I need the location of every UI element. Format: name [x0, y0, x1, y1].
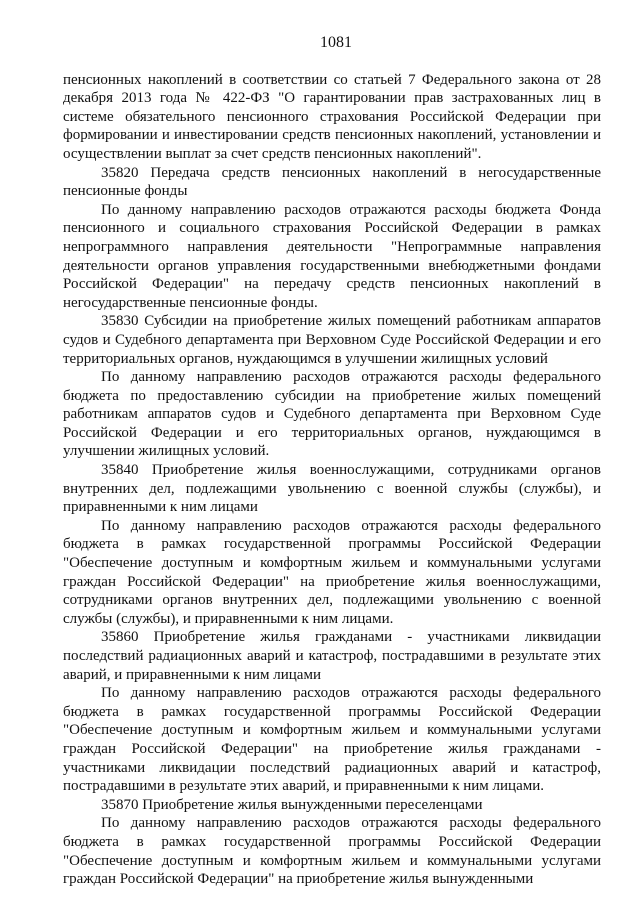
paragraph-continuation: пенсионных накоплений в соответствии со статьей 7 Федерального закона от 28 декабря 2013 года № 422-ФЗ "О гарантировании прав застрахованных лиц в системе обязательного пенсионного страхования Российской Федерации при формировании и инвестировании средств пенсионных накоплений, установлении и осуществлении выплат за счет средств пенсионных накоплений". [63, 71, 601, 162]
section-heading-35870: 35870 Приобретение жилья вынужденными переселенцами [101, 796, 483, 813]
section-heading-35840: 35840 Приобретение жилья военнослужащими, сотрудниками органов внутренних дел, подлежащими увольнению с военной службы (службы), и приравненными к ним лицами [63, 462, 601, 516]
page-number: 1081 [320, 34, 352, 51]
paragraph-35820-description: По данному направлению расходов отражаются расходы бюджета Фонда пенсионного и социального страхования Российской Федерации в рамках непрограммного направления деятельности "Непрограммные направления деятельности органов управления государственными внебюджетными фондами Российской Федерации" на передачу средств пенсионных накоплений в негосударственные пенсионные фонды. [63, 201, 601, 311]
document-page [63, 34, 601, 889]
paragraph-35870-description: По данному направлению расходов отражаются расходы федерального бюджета в рамках государственной программы Российской Федерации "Обеспечение доступным и комфортным жильем и коммунальными услугами граждан Российской Федерации" на приобретение жилья вынужденными [63, 815, 601, 888]
section-heading-35860: 35860 Приобретение жилья гражданами - участниками ликвидации последствий радиационных аварий и катастроф, пострадавшими в результате этих аварий, и приравненными к ним лицами [63, 629, 601, 683]
paragraph-35840-description: По данному направлению расходов отражаются расходы федерального бюджета в рамках государственной программы Российской Федерации "Обеспечение доступным и комфортным жильем и коммунальными услугами граждан Российской Федерации" на приобретение жилья военнослужащими, сотрудниками органов внутренних дел, подлежащими увольнению с военной службы (службы), и приравненными к ним лицами. [63, 517, 601, 627]
section-heading-35830: 35830 Субсидии на приобретение жилых помещений работникам аппаратов судов и Судебного департамента при Верховном Суде Российской Федерации и его территориальных органов, нуждающимся в улучшении жилищных условий [63, 313, 601, 367]
section-heading-35820: 35820 Передача средств пенсионных накоплений в негосударственные пенсионные фонды [63, 164, 601, 200]
paragraph-35860-description: По данному направлению расходов отражаются расходы федерального бюджета в рамках государственной программы Российской Федерации "Обеспечение доступным и комфортным жильем и коммунальными услугами граждан Российской Федерации" на приобретение жилья гражданами - участниками ликвидации последствий радиационных аварий и катастроф, пострадавшими в результате этих аварий, и приравненными к ним лицами. [63, 685, 601, 795]
paragraph-35830-description: По данному направлению расходов отражаются расходы федерального бюджета по предоставлению субсидии на приобретение жилых помещений работникам аппаратов судов и Судебного департамента при Верховном Суде Российской Федерации и его территориальных органов, нуждающимся в улучшении жилищных условий. [63, 369, 601, 460]
